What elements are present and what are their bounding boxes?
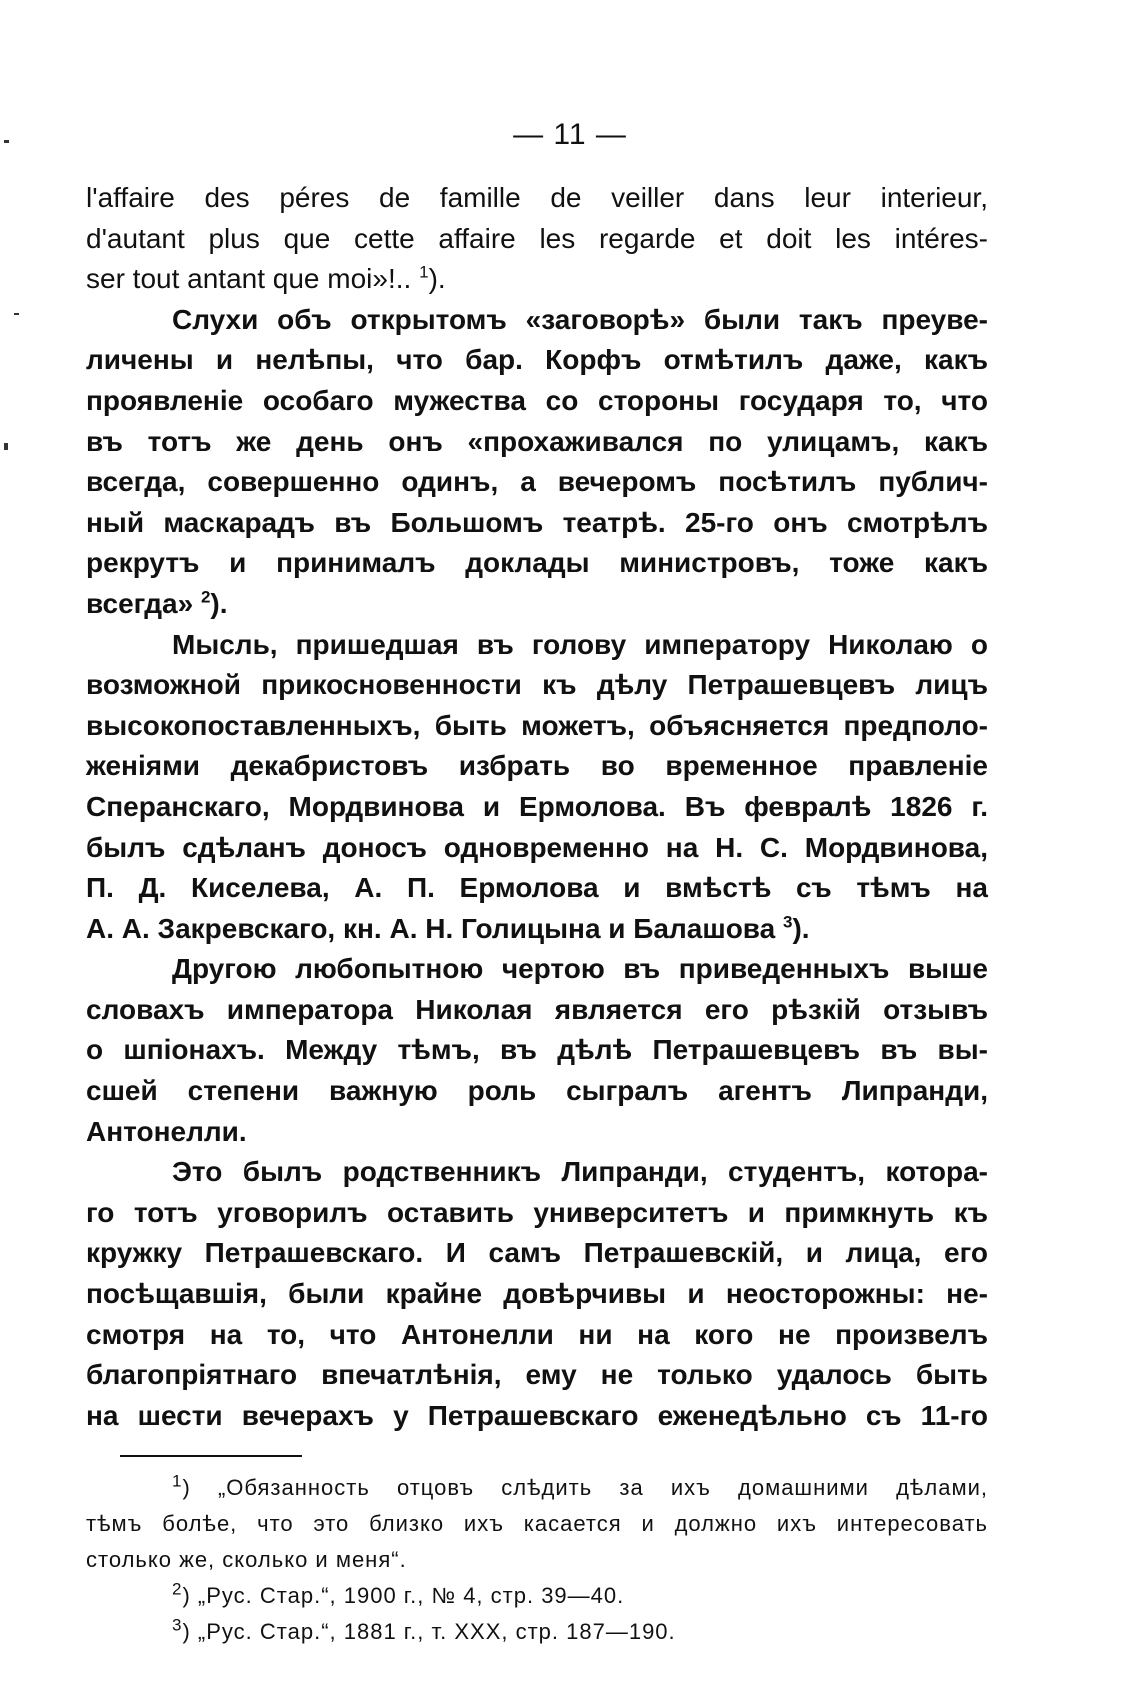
paragraph-antonelli [86, 1152, 988, 1436]
footnote-2 [86, 1578, 988, 1614]
text-line: въ тотъ же день онъ «прохаживался по улицамъ, какъ [86, 425, 988, 457]
text-line: высокопоставленныхъ, быть можетъ, объясняется предполо- [86, 709, 988, 741]
footnote-ref: 3 [783, 912, 793, 932]
text-line-content: ser tout antant que moi»!.. [86, 263, 420, 295]
text-line: П. Д. Киселева, А. П. Ермолова и вмѣстѣ съ тѣмъ на [86, 872, 988, 904]
text-line: всегда, совершенно одинъ, а вечеромъ посѣтилъ публич- [86, 466, 988, 498]
footnote-ref: 1 [419, 262, 429, 282]
footnote-1 [86, 1470, 988, 1578]
scan-mark [4, 140, 9, 143]
text-line [86, 259, 988, 300]
text-line: кружку Петрашевскаго. И самъ Петрашевскій, и лица, его [86, 1237, 988, 1269]
text-line: Мысль, пришедшая въ голову императору Николаю о [172, 628, 988, 660]
footnote-line: $^1$) „Обязанность отцовъ слѣдить за ихъ домашними дѣлами, [172, 1471, 988, 1500]
footnote-ref: 2 [200, 587, 211, 607]
text-line-content: всегда» [86, 587, 201, 619]
text-line: былъ сдѣланъ доносъ одновременно на Н. С. Мордвинова, [86, 831, 988, 863]
text-line: Антонелли. [86, 1115, 247, 1147]
text-line: благопріятнаго впечатлѣнія, ему не только удалось быть [86, 1359, 988, 1391]
scan-mark [4, 443, 8, 450]
footnote-marker: 3 [172, 1615, 183, 1635]
footnote-line: тѣмъ болѣе, что это близко ихъ касается и должно ихъ интересовать [86, 1511, 988, 1536]
paragraph-spies [86, 949, 988, 1152]
text-line: l'affaire des péres de famille de veiller dans leur interieur, [86, 182, 988, 213]
text-line-tail: ). [428, 263, 446, 295]
text-line: женіями декабристовъ избрать во временное правленіе [86, 750, 988, 782]
footnote-line: $^3$) „Рус. Стар.“, 1881 г., т. XXX, стр. 187—190. [172, 1615, 676, 1644]
footnote-text: „Обязанность отцовъ слѣдить за ихъ домашними дѣлами, [217, 1475, 988, 1500]
footnote-line: столько же, сколько и меня“. [86, 1547, 407, 1572]
paragraph-rumors [86, 300, 988, 625]
page-number: — 11 — [513, 118, 627, 151]
text-line [86, 584, 988, 625]
text-line: о шпіонахъ. Между тѣмъ, въ дѣлѣ Петрашевцевъ въ вы- [86, 1034, 988, 1066]
text-line: Сперанскаго, Мордвинова и Ермолова. Въ февралѣ 1826 г. [86, 790, 988, 822]
footnote-text: „Рус. Стар.“, 1900 г., № 4, стр. 39—40. [197, 1583, 625, 1608]
text-line-tail: ). [210, 587, 228, 619]
text-line-tail: ). [792, 912, 810, 944]
text-line: посѣщавшія, были крайне довѣрчивы и неосторожны: не- [86, 1278, 988, 1310]
paragraph-french-quote [86, 178, 988, 300]
footnote-divider [120, 1455, 302, 1457]
paragraph-thought [86, 625, 988, 950]
text-line: d'autant plus que cette affaire les regarde et doit les intéres- [86, 222, 988, 254]
text-line-content: А. А. Закревскаго, кн. А. Н. Голицына и Балашова [86, 912, 783, 944]
text-line: ный маскарадъ въ Большомъ театрѣ. 25-го онъ смотрѣлъ [86, 506, 988, 538]
text-line: на шести вечерахъ у Петрашевскаго еженедѣльно съ 11-го [86, 1399, 988, 1431]
text-line [86, 909, 988, 950]
text-line: Это былъ родственникъ Липранди, студентъ, котора- [172, 1156, 988, 1188]
footnote-marker: 1 [172, 1471, 183, 1491]
footnote-marker: 2 [172, 1579, 183, 1599]
text-line: проявленіе особаго мужества со стороны государя то, что [86, 384, 988, 416]
text-line: Другою любопытною чертою въ приведенныхъ выше [172, 953, 988, 985]
text-line: сшей степени важную роль сыгралъ агентъ Липранди, [86, 1075, 988, 1107]
footnote-line: $^2$) „Рус. Стар.“, 1900 г., № 4, стр. 39—40. [172, 1579, 625, 1608]
text-line: возможной прикосновенности къ дѣлу Петрашевцевъ лицъ [86, 669, 988, 701]
text-line: смотря на то, что Антонелли ни на кого не произвелъ [86, 1318, 988, 1350]
footnote-3 [86, 1614, 988, 1650]
footnote-text: „Рус. Стар.“, 1881 г., т. XXX, стр. 187—190. [197, 1619, 676, 1644]
text-line: рекрутъ и принималъ доклады министровъ, тоже какъ [86, 547, 988, 579]
text-line: Слухи объ открытомъ «заговорѣ» были такъ преуве- [172, 303, 988, 335]
text-line: го тотъ уговорилъ оставить университетъ и примкнуть къ [86, 1196, 988, 1228]
footnotes [86, 1470, 988, 1650]
text-line: личены и нелѣпы, что бар. Корфъ отмѣтилъ даже, какъ [86, 344, 988, 376]
main-text [86, 178, 988, 1436]
scan-mark [14, 313, 19, 315]
text-line: словахъ императора Николая является его рѣзкій отзывъ [86, 993, 988, 1025]
